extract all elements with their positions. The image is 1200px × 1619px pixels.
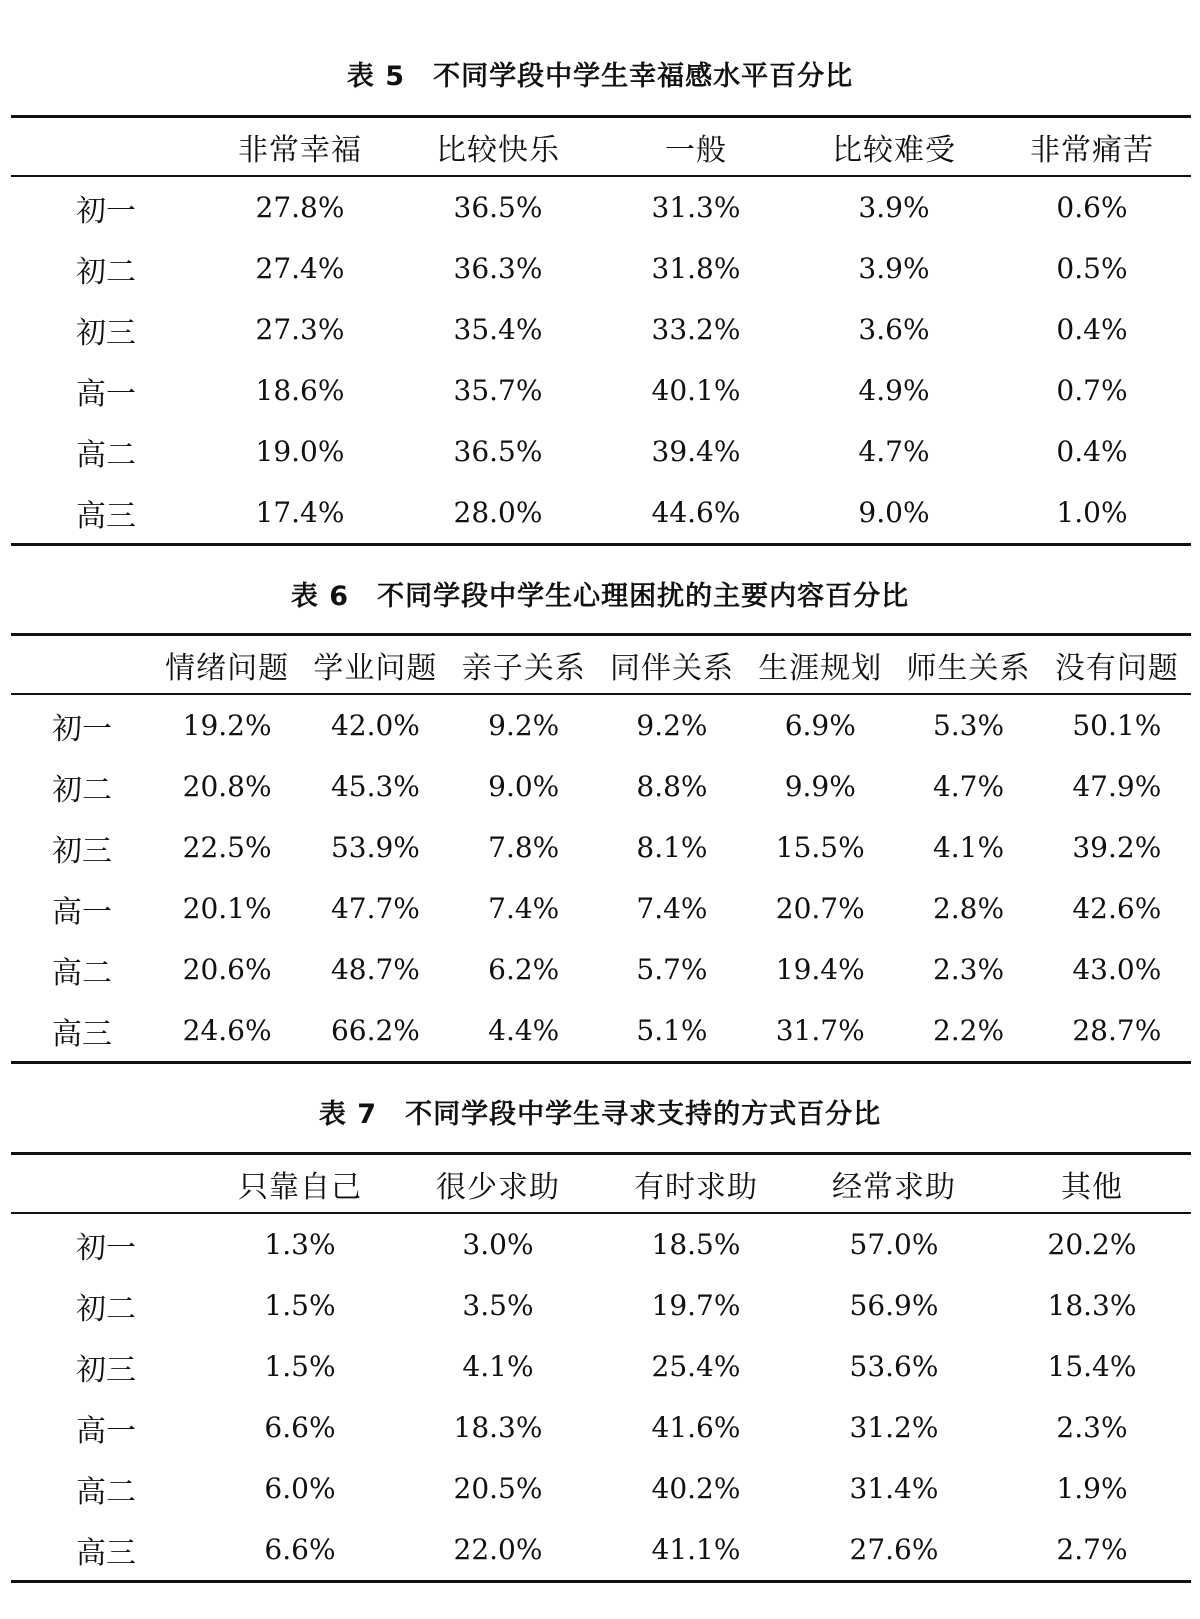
table-cell: 22.5% bbox=[182, 831, 272, 864]
table-cell: 6.2% bbox=[488, 953, 560, 986]
table-cell: 5.3% bbox=[932, 709, 1005, 742]
table-cell: 4.7% bbox=[858, 435, 930, 468]
table-cell: 7.4% bbox=[636, 892, 708, 925]
column-header: 比较快乐 bbox=[399, 117, 597, 177]
table-5-body bbox=[11, 176, 1191, 545]
column-header: 学业问题 bbox=[301, 635, 449, 695]
table-cell: 39.2% bbox=[1072, 831, 1162, 864]
row-label: 高二 bbox=[76, 437, 136, 473]
row-label: 高一 bbox=[76, 1413, 136, 1449]
table-row bbox=[11, 756, 1191, 817]
table-cell: 28.0% bbox=[399, 482, 597, 545]
table-cell: 31.3% bbox=[651, 191, 741, 224]
table-cell: 41.1% bbox=[597, 1519, 795, 1582]
table-row bbox=[11, 817, 1191, 878]
table-cell: 42.0% bbox=[330, 709, 420, 742]
table-cell: 2.3% bbox=[1056, 1411, 1128, 1444]
column-header: 有时求助 bbox=[597, 1154, 795, 1214]
table-cell: 4.7% bbox=[932, 770, 1005, 803]
table-cell: 3.9% bbox=[858, 191, 930, 224]
table-cell: 39.4% bbox=[651, 435, 741, 468]
column-header: 没有问题 bbox=[1043, 635, 1191, 695]
table-7 bbox=[11, 1152, 1191, 1583]
table-cell: 56.9% bbox=[849, 1289, 939, 1322]
table-row bbox=[11, 878, 1191, 939]
table-cell: 47.7% bbox=[330, 892, 420, 925]
table-cell: 20.7% bbox=[775, 892, 865, 925]
table-cell: 4.9% bbox=[858, 374, 930, 407]
table-cell: 17.4% bbox=[201, 482, 399, 545]
corner-cell bbox=[11, 635, 153, 695]
table-row bbox=[11, 1397, 1191, 1458]
table-cell: 9.9% bbox=[784, 770, 856, 803]
table-cell: 6.6% bbox=[201, 1519, 399, 1582]
row-label: 高三 bbox=[11, 1000, 153, 1063]
row-label: 初一 bbox=[76, 193, 136, 229]
table-cell: 1.3% bbox=[264, 1228, 336, 1261]
table-row bbox=[11, 421, 1191, 482]
table-cell: 1.5% bbox=[264, 1350, 336, 1383]
table-cell: 35.4% bbox=[453, 313, 543, 346]
table-cell: 31.7% bbox=[746, 1000, 894, 1063]
table-cell: 36.5% bbox=[453, 191, 543, 224]
table-cell: 5.7% bbox=[636, 953, 708, 986]
row-label: 高一 bbox=[52, 894, 112, 930]
table-cell: 47.9% bbox=[1072, 770, 1162, 803]
column-header: 只靠自己 bbox=[201, 1154, 399, 1214]
table-5-caption: 表 5 不同学段中学生幸福感水平百分比 bbox=[346, 61, 854, 92]
table-6 bbox=[11, 633, 1191, 1064]
table-cell: 19.0% bbox=[255, 435, 345, 468]
table-cell: 20.2% bbox=[1047, 1228, 1137, 1261]
row-label: 初三 bbox=[76, 1352, 136, 1388]
table-cell: 1.9% bbox=[1056, 1472, 1128, 1505]
table-cell: 18.3% bbox=[1047, 1289, 1137, 1322]
row-label: 高三 bbox=[11, 482, 201, 545]
table-cell: 42.6% bbox=[1072, 892, 1162, 925]
table-cell: 6.6% bbox=[264, 1411, 336, 1444]
table-cell: 27.6% bbox=[795, 1519, 993, 1582]
column-header: 非常幸福 bbox=[201, 117, 399, 177]
table-cell: 31.2% bbox=[849, 1411, 939, 1444]
table-cell: 31.8% bbox=[651, 252, 741, 285]
table-cell: 9.0% bbox=[488, 770, 560, 803]
table-cell: 2.2% bbox=[894, 1000, 1042, 1063]
table-7-header-row bbox=[11, 1154, 1191, 1214]
table-cell: 24.6% bbox=[153, 1000, 301, 1063]
table-cell: 27.8% bbox=[255, 191, 345, 224]
table-cell: 27.4% bbox=[255, 252, 345, 285]
table-cell: 20.5% bbox=[453, 1472, 543, 1505]
column-header: 情绪问题 bbox=[153, 635, 301, 695]
table-cell: 1.5% bbox=[264, 1289, 336, 1322]
table-cell: 9.2% bbox=[636, 709, 708, 742]
table-cell: 9.2% bbox=[488, 709, 560, 742]
table-cell: 27.3% bbox=[255, 313, 345, 346]
table-cell: 4.1% bbox=[932, 831, 1005, 864]
table-cell: 36.5% bbox=[453, 435, 543, 468]
table-cell: 4.4% bbox=[450, 1000, 598, 1063]
table-cell: 0.5% bbox=[1056, 252, 1128, 285]
table-cell: 9.0% bbox=[795, 482, 993, 545]
table-cell: 22.0% bbox=[399, 1519, 597, 1582]
table-cell: 8.8% bbox=[636, 770, 708, 803]
table-cell: 15.5% bbox=[775, 831, 865, 864]
table-cell: 40.2% bbox=[651, 1472, 741, 1505]
table-cell: 7.8% bbox=[488, 831, 560, 864]
table-cell: 25.4% bbox=[651, 1350, 741, 1383]
column-header: 很少求助 bbox=[399, 1154, 597, 1214]
table-6-body bbox=[11, 694, 1191, 1063]
table-cell: 2.7% bbox=[993, 1519, 1191, 1582]
table-cell: 2.3% bbox=[932, 953, 1005, 986]
table-cell: 18.6% bbox=[255, 374, 345, 407]
table-cell: 6.0% bbox=[264, 1472, 336, 1505]
table-row bbox=[11, 1458, 1191, 1519]
table-cell: 41.6% bbox=[651, 1411, 741, 1444]
table-row bbox=[11, 694, 1191, 756]
row-label: 初三 bbox=[76, 315, 136, 351]
corner-cell bbox=[11, 1154, 201, 1214]
table-cell: 66.2% bbox=[301, 1000, 449, 1063]
table-cell: 36.3% bbox=[453, 252, 543, 285]
table-cell: 44.6% bbox=[597, 482, 795, 545]
table-cell: 7.4% bbox=[488, 892, 560, 925]
column-header: 师生关系 bbox=[894, 635, 1042, 695]
table-cell: 3.0% bbox=[462, 1228, 534, 1261]
row-label: 高二 bbox=[52, 955, 112, 991]
table-cell: 33.2% bbox=[651, 313, 741, 346]
table-5 bbox=[11, 115, 1191, 546]
table-cell: 3.9% bbox=[858, 252, 930, 285]
row-label: 初二 bbox=[52, 772, 112, 808]
table-cell: 3.6% bbox=[858, 313, 930, 346]
table-cell: 4.1% bbox=[462, 1350, 534, 1383]
table-7-body bbox=[11, 1213, 1191, 1582]
table-cell: 18.5% bbox=[651, 1228, 741, 1261]
table-row bbox=[11, 482, 1191, 545]
table-cell: 19.2% bbox=[182, 709, 272, 742]
table-cell: 40.1% bbox=[651, 374, 741, 407]
table-cell: 20.6% bbox=[182, 953, 272, 986]
table-7-caption: 表 7 不同学段中学生寻求支持的方式百分比 bbox=[318, 1099, 882, 1130]
table-cell: 48.7% bbox=[330, 953, 420, 986]
table-row bbox=[11, 1213, 1191, 1275]
column-header: 生涯规划 bbox=[746, 635, 894, 695]
row-label: 高二 bbox=[76, 1474, 136, 1510]
table-cell: 45.3% bbox=[330, 770, 420, 803]
table-cell: 15.4% bbox=[1047, 1350, 1137, 1383]
table-row bbox=[11, 1336, 1191, 1397]
table-cell: 20.8% bbox=[182, 770, 272, 803]
table-cell: 0.4% bbox=[1056, 435, 1128, 468]
table-row bbox=[11, 176, 1191, 238]
table-row bbox=[11, 939, 1191, 1000]
table-5-header-row bbox=[11, 117, 1191, 177]
table-cell: 35.7% bbox=[453, 374, 543, 407]
table-row bbox=[11, 1275, 1191, 1336]
table-cell: 2.8% bbox=[932, 892, 1005, 925]
table-cell: 18.3% bbox=[453, 1411, 543, 1444]
table-cell: 1.0% bbox=[993, 482, 1191, 545]
corner-cell bbox=[11, 117, 201, 177]
table-cell: 19.4% bbox=[775, 953, 865, 986]
table-cell: 19.7% bbox=[651, 1289, 741, 1322]
table-6-header-row bbox=[11, 635, 1191, 695]
table-cell: 0.6% bbox=[1056, 191, 1128, 224]
column-header: 经常求助 bbox=[795, 1154, 993, 1214]
table-cell: 28.7% bbox=[1043, 1000, 1191, 1063]
column-header: 同伴关系 bbox=[598, 635, 746, 695]
row-label: 初二 bbox=[76, 1291, 136, 1327]
table-cell: 57.0% bbox=[849, 1228, 939, 1261]
row-label: 初三 bbox=[52, 833, 112, 869]
row-label: 初二 bbox=[76, 254, 136, 290]
table-cell: 6.9% bbox=[784, 709, 856, 742]
table-cell: 53.9% bbox=[330, 831, 420, 864]
table-row bbox=[11, 238, 1191, 299]
table-cell: 50.1% bbox=[1072, 709, 1162, 742]
table-cell: 0.4% bbox=[1056, 313, 1128, 346]
table-cell: 5.1% bbox=[598, 1000, 746, 1063]
table-row bbox=[11, 360, 1191, 421]
column-header: 比较难受 bbox=[795, 117, 993, 177]
table-cell: 20.1% bbox=[182, 892, 272, 925]
table-row bbox=[11, 1519, 1191, 1582]
table-cell: 3.5% bbox=[462, 1289, 534, 1322]
row-label: 初一 bbox=[52, 711, 112, 747]
row-label: 初一 bbox=[76, 1230, 136, 1266]
column-header: 非常痛苦 bbox=[993, 117, 1191, 177]
table-cell: 43.0% bbox=[1072, 953, 1162, 986]
column-header: 其他 bbox=[993, 1154, 1191, 1214]
table-cell: 31.4% bbox=[849, 1472, 939, 1505]
table-row bbox=[11, 299, 1191, 360]
table-cell: 0.7% bbox=[1056, 374, 1128, 407]
table-row bbox=[11, 1000, 1191, 1063]
column-header: 一般 bbox=[597, 117, 795, 177]
table-6-caption: 表 6 不同学段中学生心理困扰的主要内容百分比 bbox=[290, 581, 910, 612]
row-label: 高一 bbox=[76, 376, 136, 412]
table-cell: 8.1% bbox=[636, 831, 708, 864]
table-cell: 53.6% bbox=[849, 1350, 939, 1383]
row-label: 高三 bbox=[11, 1519, 201, 1582]
column-header: 亲子关系 bbox=[450, 635, 598, 695]
